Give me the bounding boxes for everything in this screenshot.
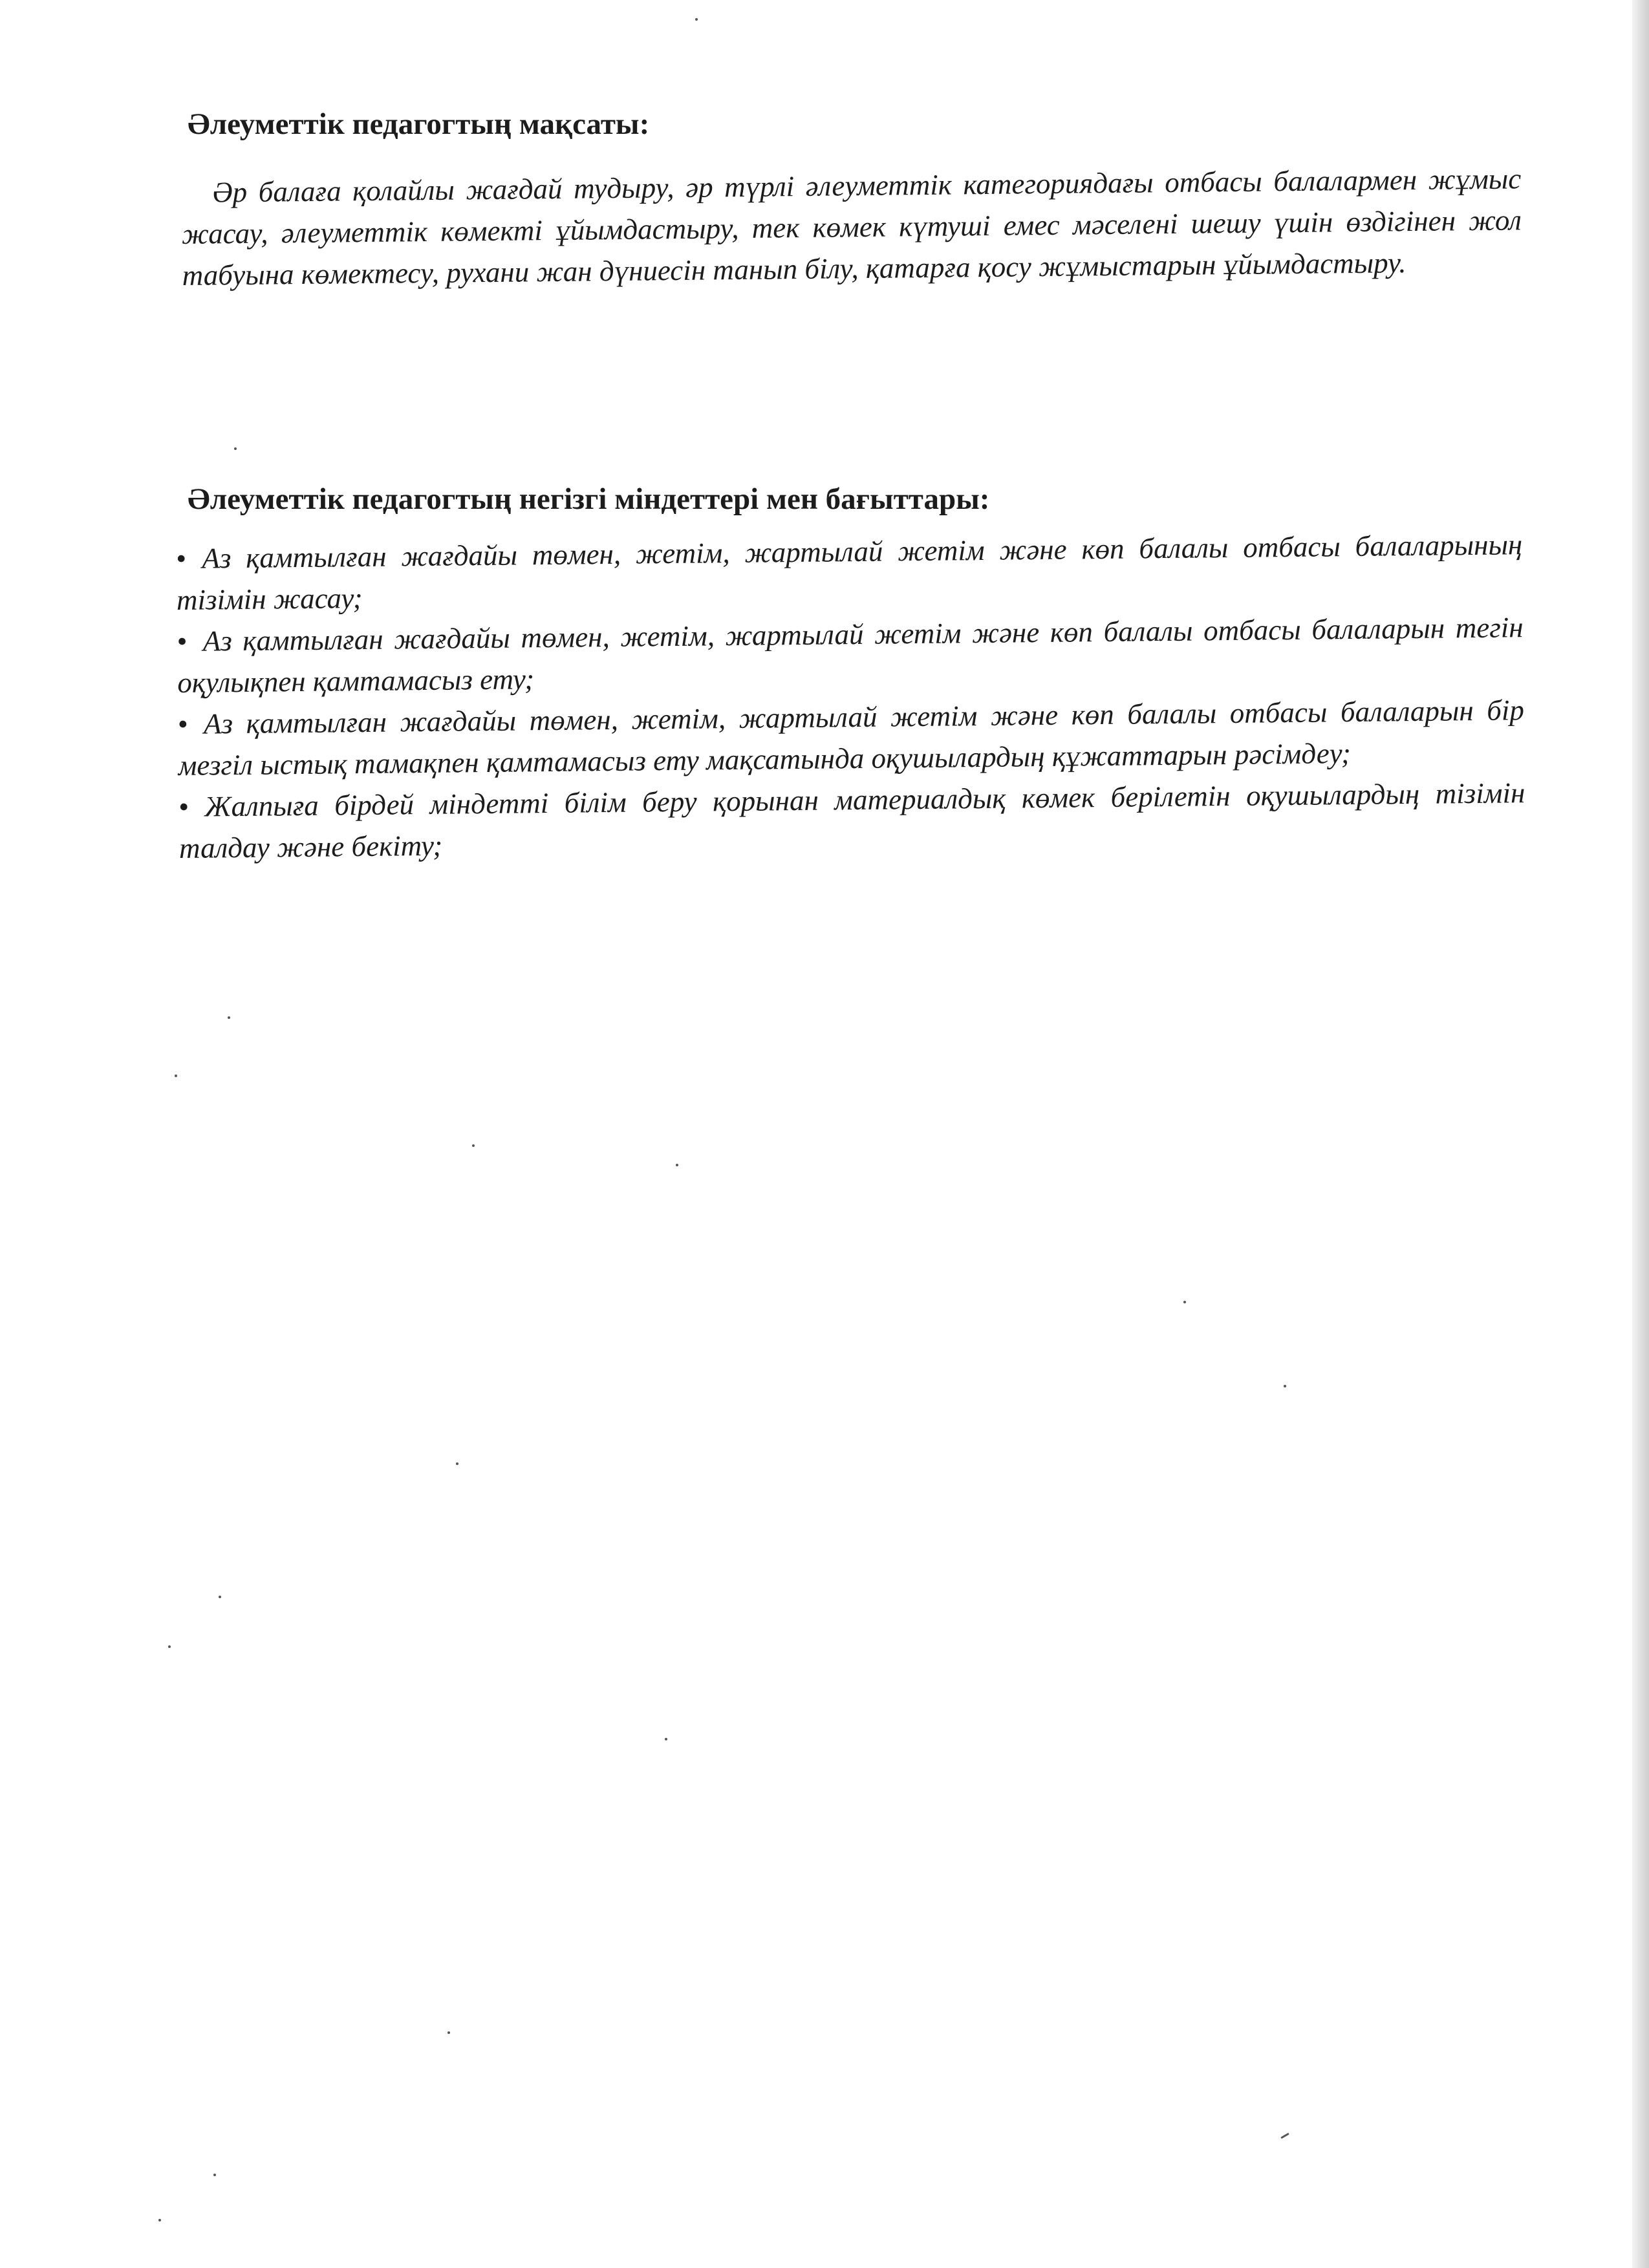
scan-speck [168,1645,171,1648]
task-item [177,606,1524,703]
bullet-icon: • [178,790,189,823]
scan-speck [447,2031,450,2034]
scan-speck [228,1016,230,1019]
scan-speck [219,1596,221,1598]
goal-heading: Әлеуметтік педагогтың мақсаты: [188,107,650,141]
task-text: Аз қамтылған жағдайы төмен, жетім, жартылай жетім және көп балалы отбасы балаларының тізімін жасау; [176,528,1523,616]
task-item [178,689,1525,786]
scan-speck [1284,1385,1286,1387]
tasks-list [176,524,1525,869]
scan-speck [456,1462,458,1465]
bullet-icon: • [177,625,188,658]
scan-speck [213,2174,216,2176]
scan-speck [158,2219,161,2221]
task-text: Аз қамтылған жағдайы төмен, жетім, жартылай жетім және көп балалы отбасы балаларын бір мезгіл ыстық тамақпен қамтамасыз ету мақсатында оқушылардың құжаттарын рәсімдеу; [178,694,1525,782]
scan-speck [676,1164,678,1166]
goal-paragraph: Әр балаға қолайлы жағдай тудыру, әр түрлі әлеуметтік категориядағы отбасы балалармен жұмыс жасау, әлеуметтік көмекті ұйымдастыру, тек көмек күтуші емес мәселені шешу үшін өздігінен жол табуына көмектесу, рухани жан дүниесін танып білу, қатарға қосу жұмыстарын ұйымдастыру. [181,162,1522,292]
tasks-heading: Әлеуметтік педагогтың негізгі міндеттері мен бағыттары: [188,482,990,516]
bullet-icon: • [176,542,187,575]
scan-speck [175,1075,177,1077]
scan-speck [472,1144,475,1147]
scan-speck [665,1738,667,1740]
task-text: Жалпыға бірдей міндетті білім беру қорынан материалдық көмек берілетін оқушылардың тізімін талдау және бекіту; [178,776,1525,864]
scan-edge-shadow [1632,0,1649,2268]
bullet-icon: • [177,707,189,740]
scan-speck [234,447,237,450]
task-text: Аз қамтылған жағдайы төмен, жетім, жартылай жетім және көп балалы отбасы балаларын тегін оқулықпен қамтамасыз ету; [177,611,1524,699]
scan-speck [1280,2133,1289,2139]
scan-speck [1183,1301,1186,1303]
scan-speck [695,18,698,21]
task-item [176,524,1523,621]
task-item [178,772,1525,869]
